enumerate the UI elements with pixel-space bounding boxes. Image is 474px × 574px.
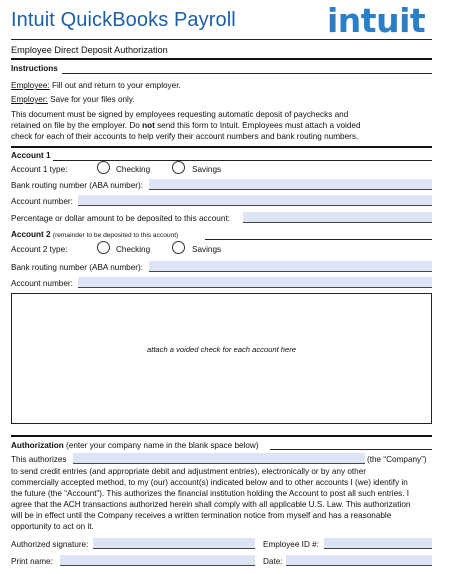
header-divider [11, 39, 432, 40]
authorization-line-4: the future (the “Account”). This authorizes the financial institution holding the Account to post all such entries. I [11, 489, 410, 498]
account1-rule [53, 160, 432, 161]
authorization-line1-post: (the “Company”) [367, 455, 427, 464]
voided-check-instruction: attach a voided check for each account here [146, 345, 297, 354]
account1-label: Account 1 [11, 151, 51, 160]
account1-savings-radio[interactable] [172, 161, 185, 174]
account1-checking-radio[interactable] [97, 161, 110, 174]
employee-instruction-text: Fill out and return to your employer. [51, 81, 181, 90]
intuit-logo: intuit [327, 1, 426, 40]
voided-check-area [11, 293, 432, 424]
account2-note: (remainder to be deposited to this account) [52, 232, 179, 239]
employee-instruction-label: Employee: [11, 81, 50, 90]
authorization-rule [270, 449, 432, 450]
form-heading: Employee Direct Deposit Authorization [11, 45, 168, 55]
authorization-line-3: commercially accepted method, to my (our) account(s) indicated below and to other accounts I (we) identify in [11, 478, 408, 487]
account1-routing-label: Bank routing number (ABA number): [11, 181, 143, 190]
account2-routing-field[interactable] [149, 261, 432, 272]
notice-divider [11, 146, 432, 148]
notice-line-2 [11, 120, 361, 131]
authorization-divider [11, 435, 432, 437]
print-name-field[interactable] [60, 555, 255, 566]
account1-routing-field[interactable] [149, 179, 432, 190]
authorization-hint: (enter your company name in the blank space below) [66, 441, 259, 450]
heading-divider [11, 58, 432, 60]
account2-checking-label: Checking [116, 245, 151, 254]
account2-routing-label: Bank routing number (ABA number): [11, 263, 143, 272]
account1-savings-label: Savings [192, 165, 222, 174]
account2-header [11, 230, 178, 240]
signature-label: Authorized signature: [11, 540, 89, 549]
employer-instruction [11, 95, 135, 105]
print-name-label: Print name: [11, 557, 53, 566]
account2-savings-label: Savings [192, 245, 222, 254]
notice-line-1: This document must be signed by employees requesting automatic deposit of paychecks and [11, 110, 349, 119]
employer-instruction-text: Save for your files only. [50, 95, 135, 104]
account2-number-label: Account number: [11, 279, 73, 288]
authorization-line-2: to send credit entries (and appropriate debit and adjustment entries), electronically or by any other [11, 467, 366, 476]
notice-line-2-bold: not [142, 121, 155, 130]
authorization-line-6: will be in effect until the Company receives a written termination notice from myself and has a reasonable [11, 511, 392, 520]
authorization-line-7: opportunity to act on it. [11, 522, 94, 531]
instructions-label: Instructions [11, 64, 58, 73]
form-title: Intuit QuickBooks Payroll [11, 9, 236, 31]
notice-line-2-post: send this form to Intuit. Employees must attach a voided [154, 121, 361, 130]
notice-line-2-pre: retained on file by the employer. Do [11, 121, 143, 130]
notice-paragraph [11, 109, 361, 142]
account2-savings-radio[interactable] [172, 241, 185, 254]
account2-label: Account 2 [11, 230, 51, 239]
account1-percentage-label: Percentage or dollar amount to be deposited to this account: [11, 214, 230, 223]
employer-instruction-label: Employer: [11, 95, 48, 104]
account1-type-label: Account 1 type: [11, 165, 68, 174]
employee-id-label: Employee ID #: [263, 540, 319, 549]
account1-number-field[interactable] [78, 195, 432, 206]
account2-number-field[interactable] [78, 277, 432, 288]
authorization-line1-pre: This authorizes [11, 455, 67, 464]
employee-instruction [11, 81, 181, 91]
instructions-rule [62, 73, 432, 74]
employee-id-field[interactable] [324, 538, 432, 549]
account1-checking-label: Checking [116, 165, 151, 174]
date-field[interactable] [286, 555, 432, 566]
account2-checking-radio[interactable] [97, 241, 110, 254]
account2-type-label: Account 2 type: [11, 245, 68, 254]
account2-rule [205, 239, 432, 240]
date-label: Date: [263, 557, 283, 566]
authorization-header [11, 441, 259, 451]
authorization-paragraph [11, 466, 410, 532]
account1-percentage-field[interactable] [243, 212, 432, 223]
authorization-label: Authorization [11, 441, 64, 450]
company-name-field[interactable] [73, 453, 365, 464]
account1-number-label: Account number: [11, 197, 73, 206]
authorization-line-5: agree that the ACH transactions authorized herein shall comply with all applicable U.S. Law. This authorization [11, 500, 411, 509]
notice-line-3: check for each of their accounts to help verify their account numbers and bank routing numbers. [11, 132, 359, 141]
signature-field[interactable] [93, 538, 255, 549]
